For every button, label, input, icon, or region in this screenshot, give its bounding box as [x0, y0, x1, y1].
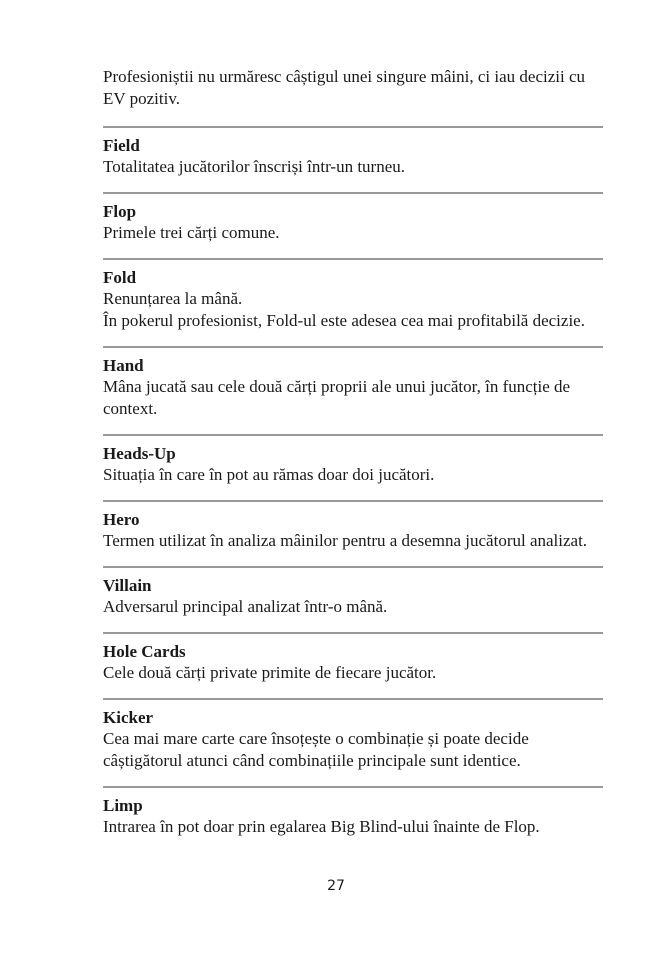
definition-line: Primele trei cărți comune. — [103, 223, 280, 242]
glossary-entry — [103, 126, 603, 178]
intro-paragraph: Profesioniștii nu urmăresc câștigul unei singure mâini, ci iau decizii cu EV pozitiv. — [103, 67, 586, 108]
definition-line: Termen utilizat în analiza mâinilor pentru a desemna jucătorul analizat. — [103, 531, 588, 550]
glossary-definition — [103, 662, 603, 684]
glossary-definition — [103, 288, 603, 332]
glossary-term: Hero — [103, 510, 140, 529]
definition-line: Adversarul principal analizat într-o mână. — [103, 597, 388, 616]
glossary-definition — [103, 530, 603, 552]
glossary-definition — [103, 816, 603, 838]
glossary-term: Hole Cards — [103, 642, 186, 661]
page-number: 27 — [327, 878, 345, 894]
glossary-term: Field — [103, 136, 140, 155]
glossary-definition — [103, 222, 603, 244]
glossary-definition — [103, 464, 603, 486]
definition-line: Situația în care în pot au rămas doar doi jucători. — [103, 465, 435, 484]
definition-line: Renunțarea la mână. — [103, 289, 243, 308]
glossary-entry — [103, 346, 603, 420]
glossary-definition — [103, 376, 603, 420]
glossary-entry — [103, 500, 603, 552]
definition-line: Cea mai mare carte care însoțește o combinație și poate decide câștigătorul atunci când combinațiile principale sunt identice. — [103, 729, 529, 770]
glossary-entry — [103, 434, 603, 486]
definition-line: Intrarea în pot doar prin egalarea Big Blind-ului înainte de Flop. — [103, 817, 540, 836]
definition-line: Mâna jucată sau cele două cărți proprii ale unui jucător, în funcție de context. — [103, 377, 571, 418]
glossary-entry — [103, 786, 603, 838]
glossary-definition — [103, 596, 603, 618]
glossary-definition — [103, 728, 603, 772]
definition-line: În pokerul profesionist, Fold-ul este adesea cea mai profitabilă decizie. — [103, 311, 585, 330]
glossary-term: Heads-Up — [103, 444, 176, 463]
glossary-term: Villain — [103, 576, 152, 595]
glossary-term: Hand — [103, 356, 144, 375]
glossary-entry — [103, 258, 603, 332]
glossary-term: Flop — [103, 202, 137, 221]
definition-line: Cele două cărți private primite de fiecare jucător. — [103, 663, 437, 682]
glossary-term: Fold — [103, 268, 137, 287]
glossary-entry — [103, 566, 603, 618]
glossary-definition — [103, 156, 603, 178]
glossary-term: Kicker — [103, 708, 154, 727]
glossary-entry — [103, 192, 603, 244]
glossary-entry — [103, 632, 603, 684]
glossary-list — [103, 126, 603, 838]
glossary-page — [103, 66, 603, 852]
definition-line: Totalitatea jucătorilor înscriși într-un turneu. — [103, 157, 406, 176]
glossary-term: Limp — [103, 796, 143, 815]
glossary-entry — [103, 698, 603, 772]
